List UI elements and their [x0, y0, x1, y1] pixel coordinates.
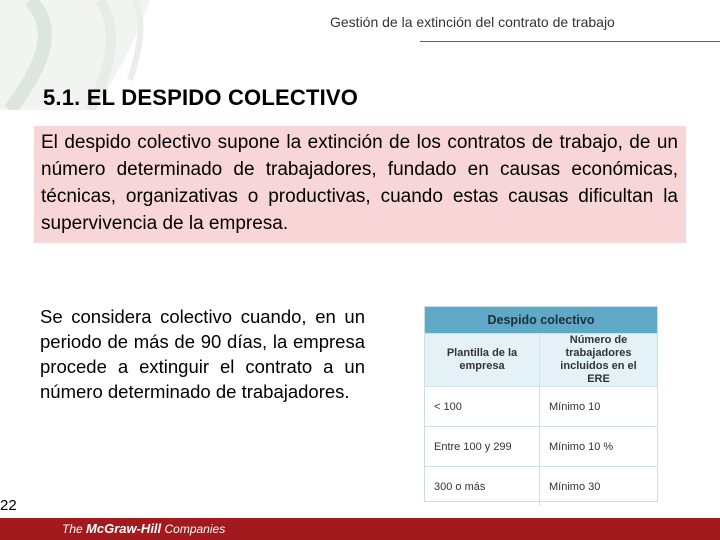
logo-the: The: [62, 522, 83, 536]
definition-text: El despido colectivo supone la extinción de los contratos de trabajo, de un número determinado de trabajadores, fundado en causas económicas, técnicas, organizativas o productivas, cuando estas causas dificultan la supervivencia de la empresa.: [41, 132, 678, 234]
header-title: Gestión de la extinción del contrato de trabajo: [330, 14, 615, 30]
header-divider: [420, 41, 720, 42]
table-row: [425, 386, 657, 426]
footer-bar: [0, 518, 720, 540]
table-row: [425, 426, 657, 466]
cell-plantilla: 300 o más: [425, 467, 540, 506]
column-header-plantilla: Plantilla de la empresa: [425, 334, 540, 386]
publisher-logo: [62, 521, 225, 536]
cell-plantilla: Entre 100 y 299: [425, 427, 540, 466]
section-title: 5.1. EL DESPIDO COLECTIVO: [43, 85, 359, 110]
despido-table: [424, 306, 658, 502]
page-number: 22: [0, 497, 17, 514]
cell-numero: Mínimo 10 %: [549, 440, 614, 453]
cell-numero: Mínimo 30: [549, 480, 601, 493]
cell-plantilla: < 100: [425, 387, 540, 426]
table-header-row: [425, 333, 657, 386]
logo-brand: McGraw-Hill: [86, 521, 162, 536]
cell-numero: Mínimo 10: [549, 400, 601, 413]
table-title: Despido colectivo: [425, 307, 657, 333]
logo-companies: Companies: [164, 522, 226, 536]
definition-box: [34, 126, 686, 243]
column-header-numero: Número de trabajadores incluidos en el ERE: [540, 334, 657, 386]
collective-paragraph: Se considera colectivo cuando, en un periodo de más de 90 días, la empresa procede a extinguir el contrato a un número determinado de trabajadores.: [40, 306, 365, 402]
table-row: [425, 466, 657, 506]
